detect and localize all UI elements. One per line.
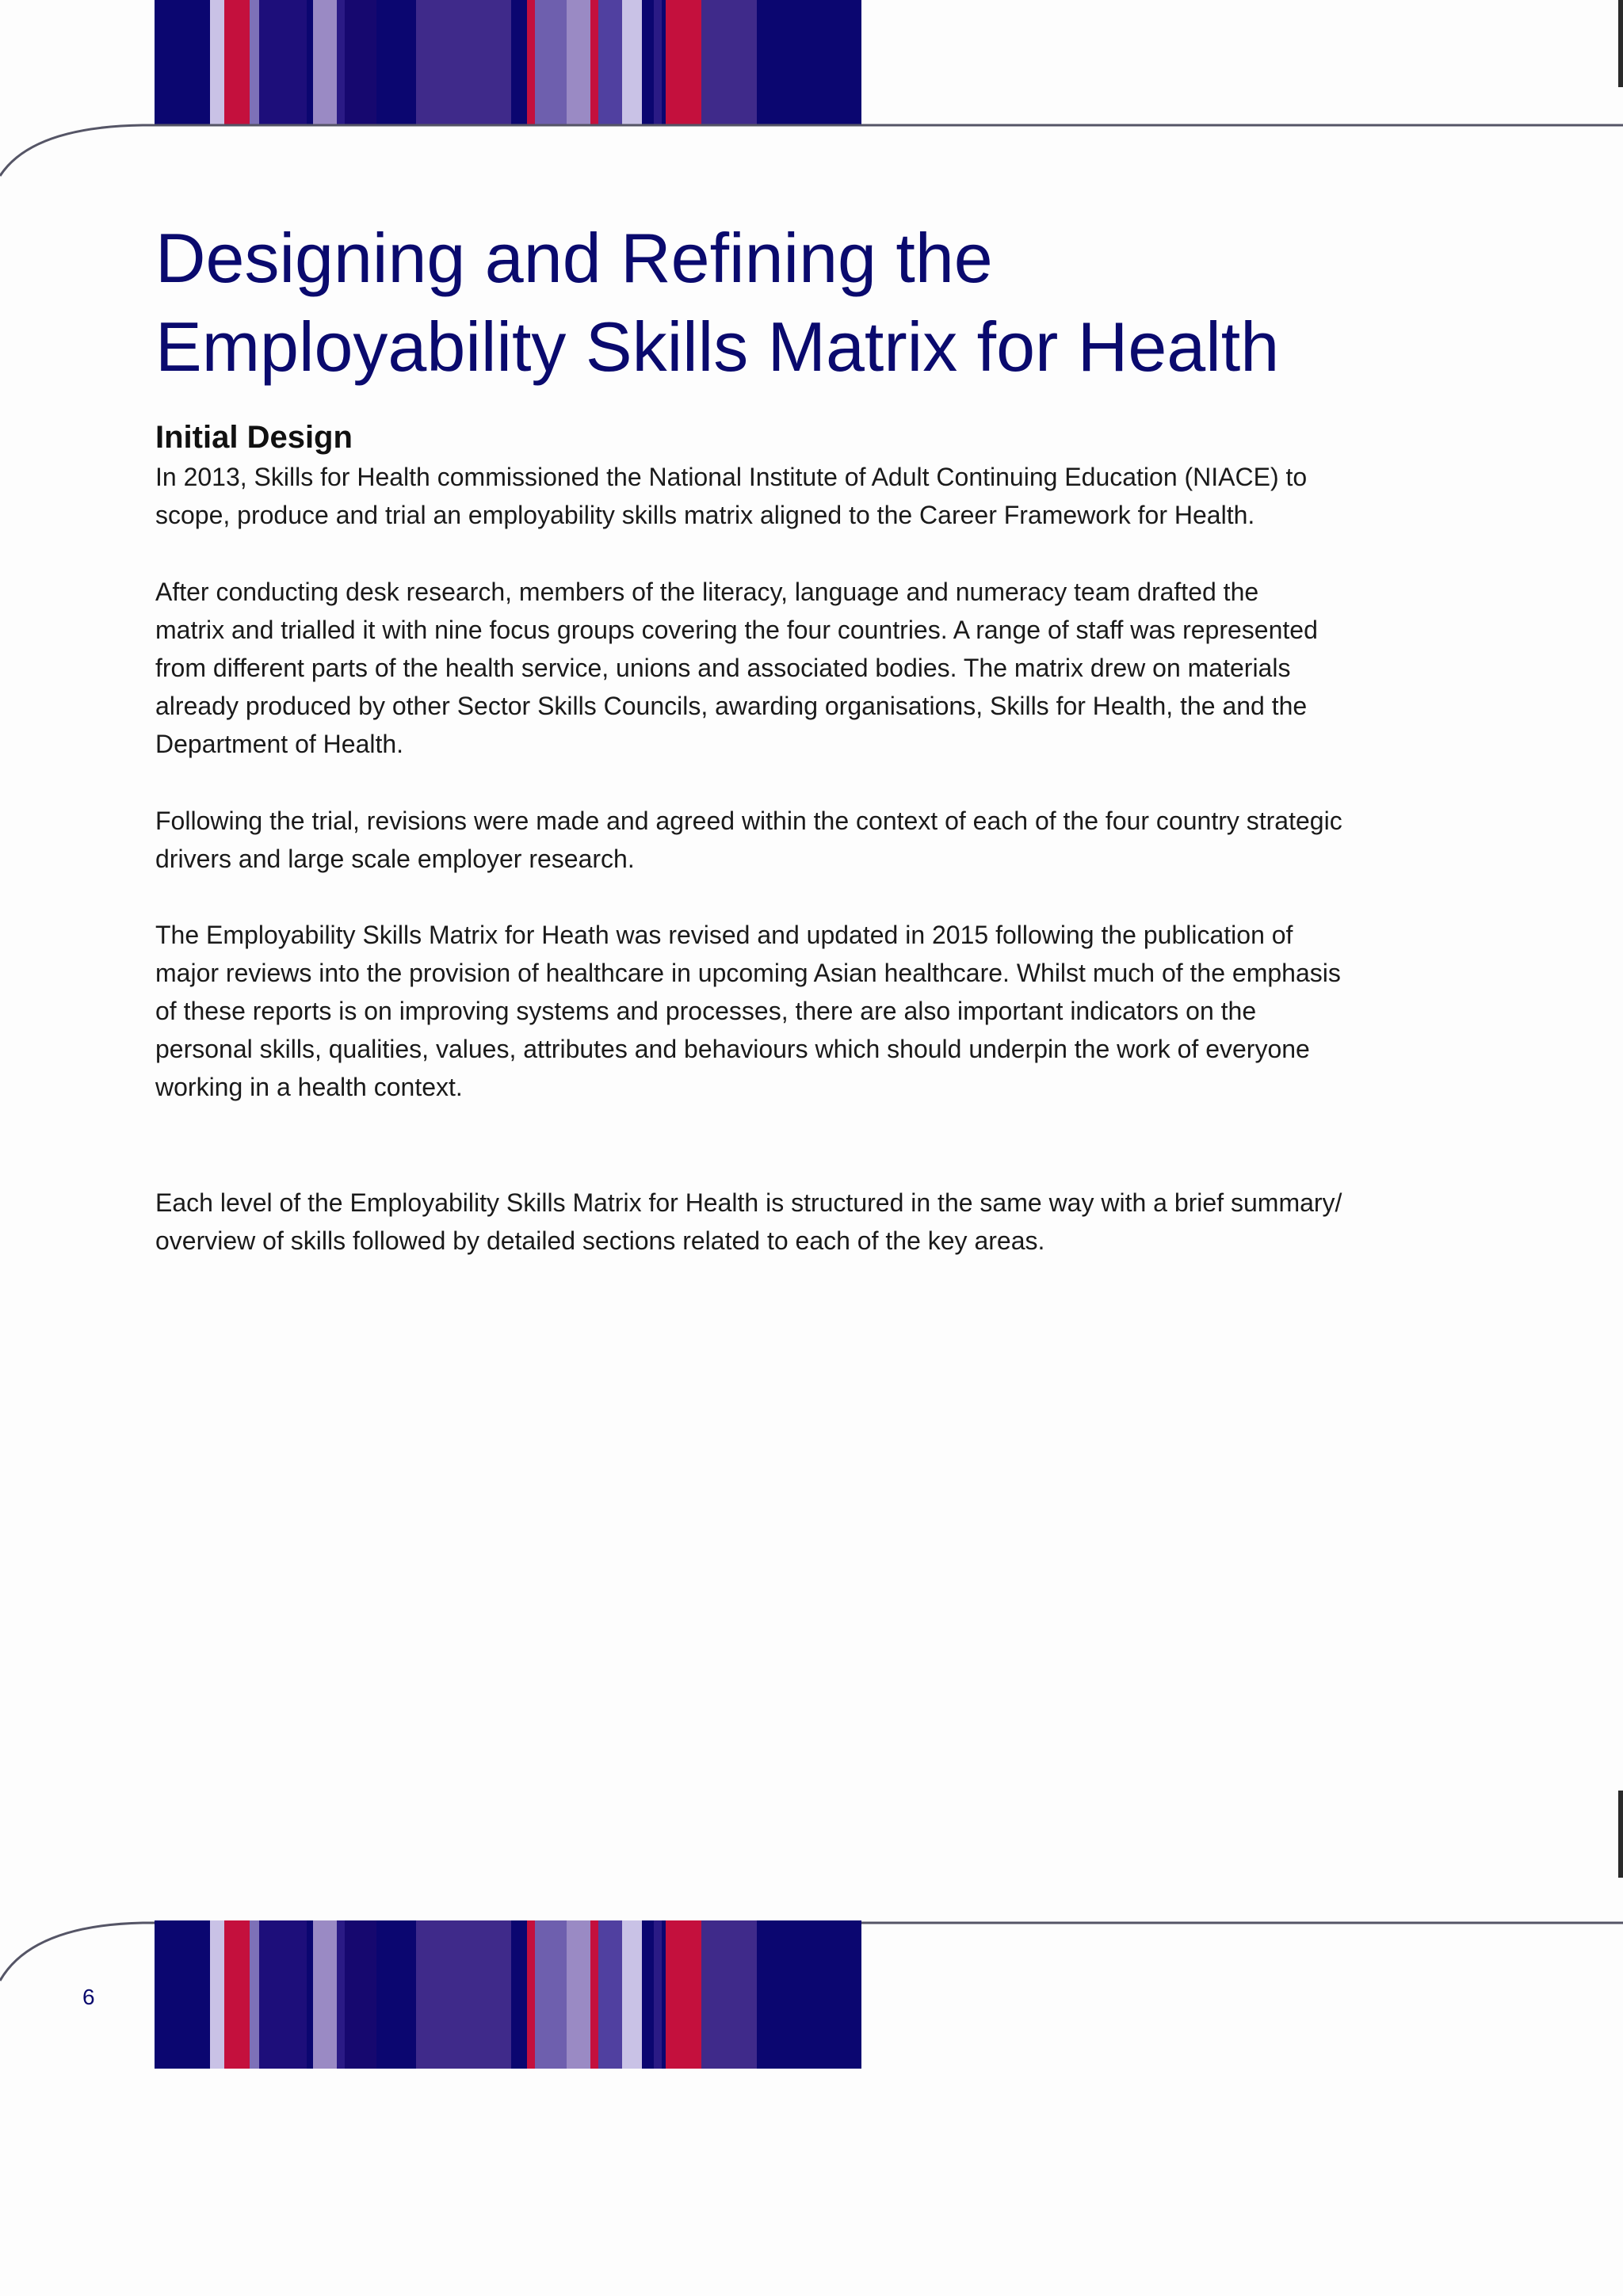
paragraph-line: Each level of the Employability Skills Matrix for Health is structured in the same way with a brief summary/ xyxy=(155,1188,1342,1217)
header-stripes-graphic xyxy=(155,0,861,124)
footer-stripe-band xyxy=(155,1920,861,2069)
paragraph-2 xyxy=(155,573,1455,763)
paragraph-5 xyxy=(155,1184,1455,1260)
paragraph-line: overview of skills followed by detailed sections related to each of the key areas. xyxy=(155,1226,1045,1255)
page-title-line-1: Designing and Refining the xyxy=(155,219,993,297)
paragraph-line: personal skills, qualities, values, attributes and behaviours which should underpin the work of everyone xyxy=(155,1035,1310,1063)
paragraph-line: The Employability Skills Matrix for Heath was revised and updated in 2015 following the publication of xyxy=(155,921,1293,949)
paragraph-line: matrix and trialled it with nine focus groups covering the four countries. A range of staff was represented xyxy=(155,616,1318,644)
paragraph-line: In 2013, Skills for Health commissioned the National Institute of Adult Continuing Education (NIACE) to xyxy=(155,463,1308,491)
page-number: 6 xyxy=(82,1985,95,2009)
paragraph-line: working in a health context. xyxy=(155,1073,463,1101)
paragraph-4 xyxy=(155,916,1455,1106)
paragraph-line: After conducting desk research, members of the literacy, language and numeracy team drafted the xyxy=(155,578,1259,606)
paragraph-line: major reviews into the provision of healthcare in upcoming Asian healthcare. Whilst much of the emphasis xyxy=(155,959,1341,987)
paragraph-line: drivers and large scale employer research. xyxy=(155,845,635,873)
footer-stripes-graphic xyxy=(155,1920,861,2069)
paragraph-line: from different parts of the health service, unions and associated bodies. The matrix drew on materials xyxy=(155,654,1291,682)
paragraph-1 xyxy=(155,458,1455,534)
paragraph-line: already produced by other Sector Skills Councils, awarding organisations, Skills for Health, the and the xyxy=(155,692,1308,720)
page-title xyxy=(155,214,1503,391)
paragraph-line: Following the trial, revisions were made and agreed within the context of each of the four country strategic xyxy=(155,807,1342,835)
right-edge-tab-bottom xyxy=(1618,1791,1623,1878)
paragraph-3 xyxy=(155,802,1455,878)
paragraph-line: of these reports is on improving systems and processes, there are also important indicators on the xyxy=(155,997,1257,1025)
right-edge-tab-top xyxy=(1618,0,1623,87)
page-title-line-2: Employability Skills Matrix for Health xyxy=(155,307,1280,386)
header-stripe-band xyxy=(155,0,861,124)
paragraph-line: scope, produce and trial an employability skills matrix aligned to the Career Framework for Health. xyxy=(155,501,1255,529)
section-heading-initial-design: Initial Design xyxy=(155,420,353,455)
paragraph-line: Department of Health. xyxy=(155,730,404,758)
